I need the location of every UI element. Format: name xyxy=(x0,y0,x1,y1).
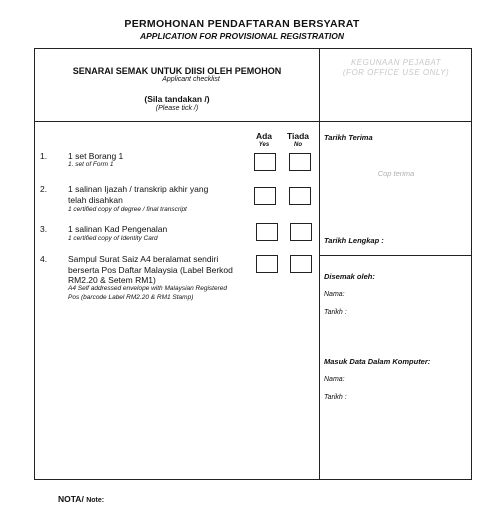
checked-by-name-label: Nama: xyxy=(324,291,345,298)
column-yes-label-en: Yes xyxy=(258,142,270,148)
complete-date-label: Tarikh Lengkap : xyxy=(324,236,384,245)
checklist-title-en: Applicant checklist xyxy=(162,76,220,83)
tick-instruction-en: (Please tick /) xyxy=(155,105,199,112)
data-entry-name-label: Nama: xyxy=(324,376,345,383)
item-1-number: 1. xyxy=(40,151,48,161)
note-label-en: Note: xyxy=(86,497,105,504)
item-2-text-line2: telah disahkan xyxy=(68,195,123,205)
form-frame xyxy=(34,48,472,480)
item-3-no-checkbox[interactable] xyxy=(290,223,312,241)
checked-by-date-label: Tarikh : xyxy=(324,309,347,316)
item-1-no-checkbox[interactable] xyxy=(289,153,311,171)
form-subtitle: APPLICATION FOR PROVISIONAL REGISTRATION xyxy=(139,31,344,41)
item-1-yes-checkbox[interactable] xyxy=(254,153,276,171)
header-divider xyxy=(34,121,472,122)
data-entry-label: Masuk Data Dalam Komputer: xyxy=(324,357,431,366)
item-2-yes-checkbox[interactable] xyxy=(254,187,276,205)
column-no-label: Tiada xyxy=(286,131,310,141)
item-2-text-en: 1 certified copy of degree / final transcript xyxy=(68,206,187,213)
received-stamp-placeholder: Cop terima xyxy=(377,169,415,178)
item-4-text-en: A4 Self addressed envelope with Malaysian Registered xyxy=(68,285,227,292)
form-title: PERMOHONAN PENDAFTARAN BERSYARAT xyxy=(124,18,360,30)
data-entry-date-label: Tarikh : xyxy=(324,394,347,401)
item-3-number: 3. xyxy=(40,224,48,234)
item-4-text: Sampul Surat Saiz A4 beralamat sendiri xyxy=(68,254,219,264)
item-1-text: 1 set Borang 1 xyxy=(68,151,124,161)
item-2-number: 2. xyxy=(40,184,48,194)
item-3-text: 1 salinan Kad Pengenalan xyxy=(68,224,168,234)
note-label xyxy=(58,494,104,504)
office-use-title: KEGUNAAN PEJABAT xyxy=(350,58,442,67)
item-4-number: 4. xyxy=(40,254,48,264)
item-2-text: 1 salinan Ijazah / transkrip akhir yang xyxy=(68,184,209,194)
item-4-no-checkbox[interactable] xyxy=(290,255,312,273)
item-4-text-line2: berserta Pos Daftar Malaysia (Label Berkod xyxy=(68,265,233,275)
note-label-ms: NOTA/ xyxy=(58,494,84,504)
tick-instruction: (Sila tandakan /) xyxy=(144,94,210,104)
item-3-text-en: 1 certified copy of Identity Card xyxy=(68,235,158,242)
item-1-text-en: 1. set of Form 1 xyxy=(68,161,114,168)
column-divider xyxy=(319,48,320,480)
item-2-no-checkbox[interactable] xyxy=(289,187,311,205)
checklist-title: SENARAI SEMAK UNTUK DIISI OLEH PEMOHON xyxy=(72,66,282,76)
office-divider xyxy=(320,255,472,256)
item-4-text-line3: RM2.20 & Setem RM1) xyxy=(68,275,156,285)
item-4-text-en-line2: Pos (barcode Label RM2.20 & RM1 Stamp) xyxy=(68,294,194,301)
received-date-label: Tarikh Terima xyxy=(324,133,373,142)
column-no-label-en: No xyxy=(294,142,302,148)
item-4-yes-checkbox[interactable] xyxy=(256,255,278,273)
office-use-title-en: (FOR OFFICE USE ONLY) xyxy=(342,68,450,77)
item-3-yes-checkbox[interactable] xyxy=(256,223,278,241)
column-yes-label: Ada xyxy=(255,131,273,141)
checked-by-label: Disemak oleh: xyxy=(324,272,375,281)
